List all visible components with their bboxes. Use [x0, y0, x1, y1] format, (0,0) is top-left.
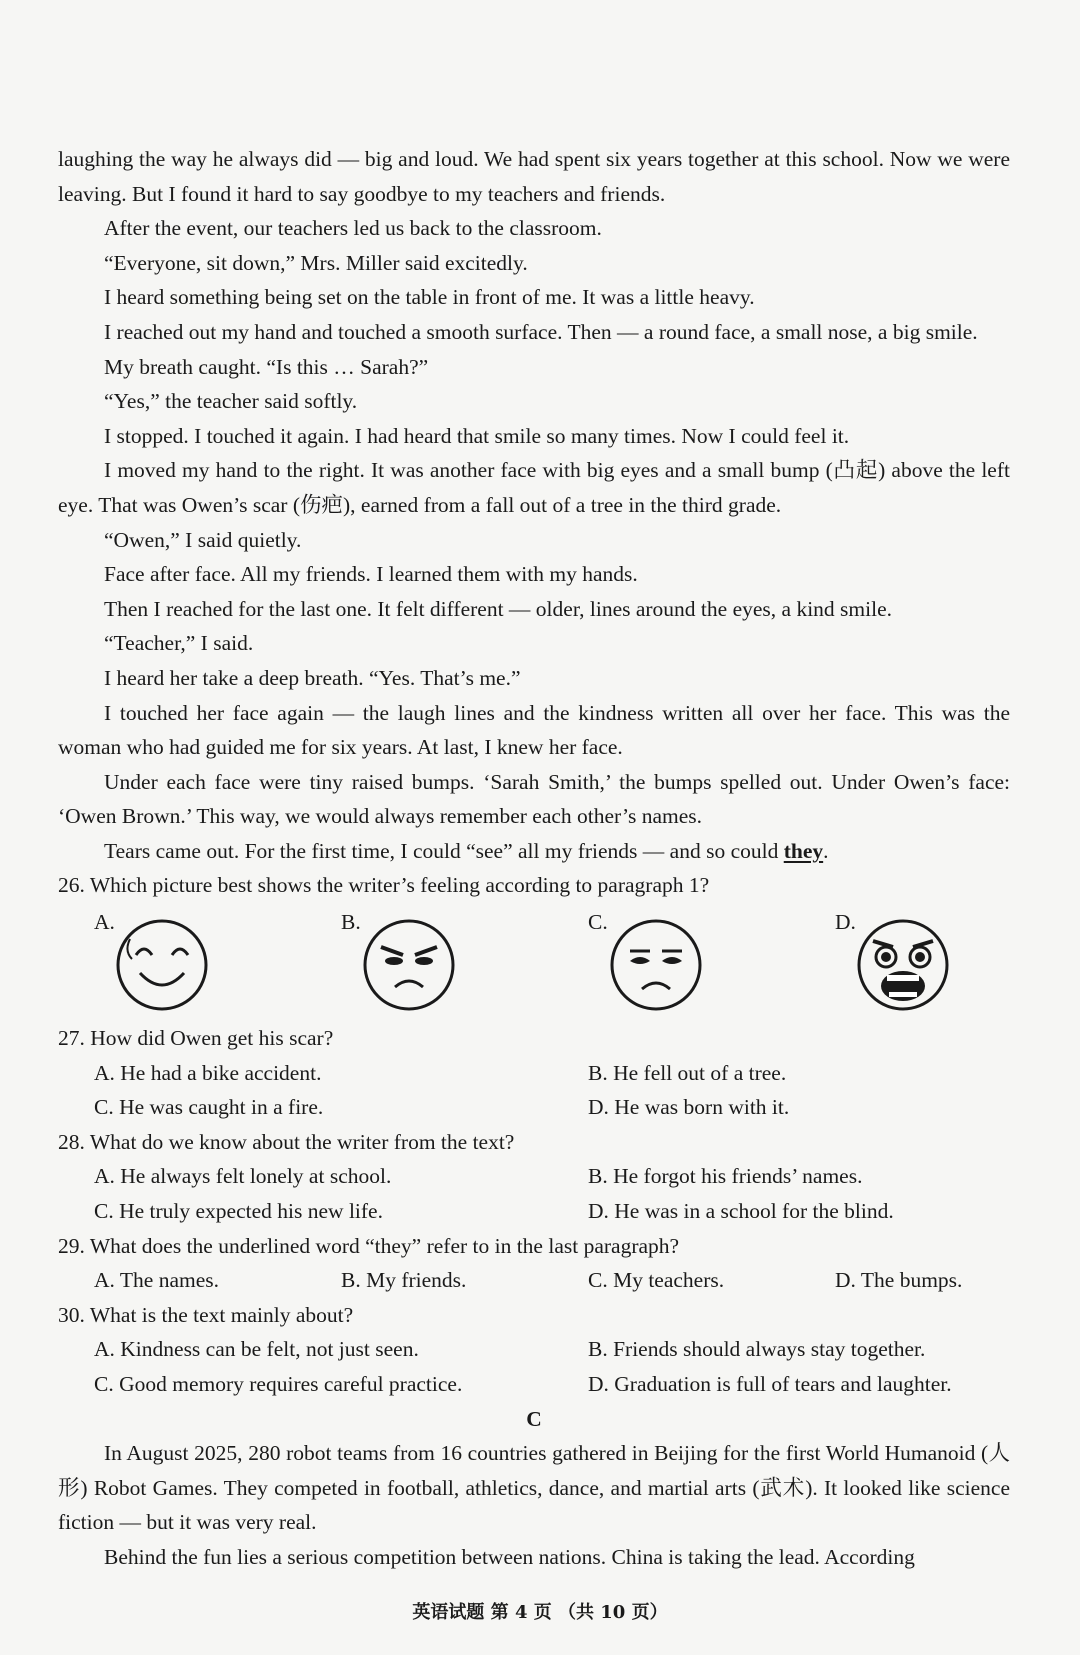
option-b[interactable]: B. Friends should always stay together. [588, 1337, 926, 1362]
sad-face-icon [608, 917, 704, 1013]
passage-paragraph: laughing the way he always did — big and loud. We had spent six years together at this school. Now we were leaving. But I found it hard to say goodbye to my teachers and friends. [58, 147, 1010, 206]
passage-text: . [823, 838, 829, 863]
option-d[interactable]: D. He was in a school for the blind. [588, 1199, 894, 1224]
option-a[interactable]: A. He had a bike accident. [94, 1060, 322, 1085]
option-c[interactable]: C. He truly expected his new life. [94, 1199, 383, 1224]
option-letter: C. [588, 910, 608, 935]
option-b[interactable] [341, 905, 588, 1021]
option-d[interactable] [835, 905, 1035, 1021]
option-a[interactable] [94, 905, 341, 1021]
question-stem: 28. What do we know about the writer from the text? [58, 1129, 515, 1154]
passage-paragraph: Under each face were tiny raised bumps. ‘Sarah Smith,’ the bumps spelled out. Under Owen’s face: ‘Owen Brown.’ This way, we would always remember each other’s names. [58, 769, 1010, 829]
option-d[interactable]: D. He was born with it. [588, 1095, 790, 1120]
answer-options [58, 1263, 1010, 1298]
passage-paragraph: “Yes,” the teacher said softly. [104, 389, 358, 414]
option-a[interactable]: A. The names. [94, 1268, 219, 1293]
answer-options [58, 1159, 1010, 1228]
happy-face-icon [114, 917, 210, 1013]
passage-paragraph: I touched her face again — the laugh lines and the kindness written all over her face. This was the woman who had guided me for six years. At last, I knew her face. [58, 700, 1010, 760]
option-a[interactable]: A. Kindness can be felt, not just seen. [94, 1337, 419, 1362]
answer-options [58, 1056, 1010, 1125]
question-stem: 27. How did Owen get his scar? [58, 1026, 334, 1051]
passage-paragraph: After the event, our teachers led us back to the classroom. [104, 216, 602, 241]
option-b[interactable]: B. My friends. [341, 1268, 467, 1293]
passage-paragraph: “Everyone, sit down,” Mrs. Miller said excitedly. [104, 250, 528, 275]
angry-face-icon [361, 917, 457, 1013]
option-letter: B. [341, 910, 361, 935]
page-content [58, 142, 1010, 1575]
question-stem: 30. What is the text mainly about? [58, 1302, 354, 1327]
passage-paragraph: “Owen,” I said quietly. [104, 527, 302, 552]
passage-paragraph: I moved my hand to the right. It was another face with big eyes and a small bump (凸起) above the left eye. That was Owen’s scar (伤疤), earned from a fall out of a tree in the third grade. [58, 458, 1010, 517]
option-b[interactable]: B. He forgot his friends’ names. [588, 1164, 863, 1189]
answer-options [58, 1332, 1010, 1401]
option-letter: A. [94, 910, 115, 935]
passage-last-paragraph [58, 834, 1010, 869]
page-footer: 英语试题 第 4 页 （共 10 页） [412, 1602, 668, 1623]
shocked-face-icon [855, 917, 951, 1013]
passage-paragraph: Then I reached for the last one. It felt different — older, lines around the eyes, a kind smile. [104, 596, 892, 621]
option-c[interactable] [588, 905, 835, 1021]
option-c[interactable]: C. He was caught in a fire. [94, 1095, 324, 1120]
option-c[interactable]: C. My teachers. [588, 1268, 725, 1293]
passage-paragraph: My breath caught. “Is this … Sarah?” [104, 354, 429, 379]
passage-paragraph: “Teacher,” I said. [104, 631, 254, 656]
option-c[interactable]: C. Good memory requires careful practice. [94, 1372, 463, 1396]
face-options [58, 905, 1010, 1021]
option-letter: D. [835, 910, 856, 935]
option-b[interactable]: B. He fell out of a tree. [588, 1060, 787, 1085]
passage-paragraph: Face after face. All my friends. I learned them with my hands. [104, 562, 638, 587]
option-d[interactable]: D. Graduation is full of tears and laughter. [588, 1372, 952, 1396]
underlined-word: they [783, 838, 824, 863]
passage-paragraph: In August 2025, 280 robot teams from 16 countries gathered in Beijing for the first World Humanoid (人形) Robot Games. They competed in football, athletics, dance, and martial arts (武术). It looked like science fiction — but it was very real. [58, 1441, 1010, 1535]
section-heading: C [526, 1406, 542, 1431]
passage-paragraph: I heard something being set on the table in front of me. It was a little heavy. [104, 285, 755, 310]
question-stem: 29. What does the underlined word “they” refer to in the last paragraph? [58, 1233, 680, 1258]
passage-paragraph: Behind the fun lies a serious competition between nations. China is taking the lead. According [104, 1544, 915, 1569]
passage-text: Tears came out. For the first time, I could “see” all my friends — and so could [104, 838, 784, 863]
passage-paragraph: I reached out my hand and touched a smooth surface. Then — a round face, a small nose, a big smile. [104, 319, 978, 344]
passage-paragraph: I stopped. I touched it again. I had heard that smile so many times. Now I could feel it. [104, 423, 850, 448]
option-a[interactable]: A. He always felt lonely at school. [94, 1164, 392, 1189]
passage-paragraph: I heard her take a deep breath. “Yes. That’s me.” [104, 665, 521, 690]
option-d[interactable]: D. The bumps. [835, 1268, 963, 1293]
question-stem: 26. Which picture best shows the writer’s feeling according to paragraph 1? [58, 873, 710, 898]
